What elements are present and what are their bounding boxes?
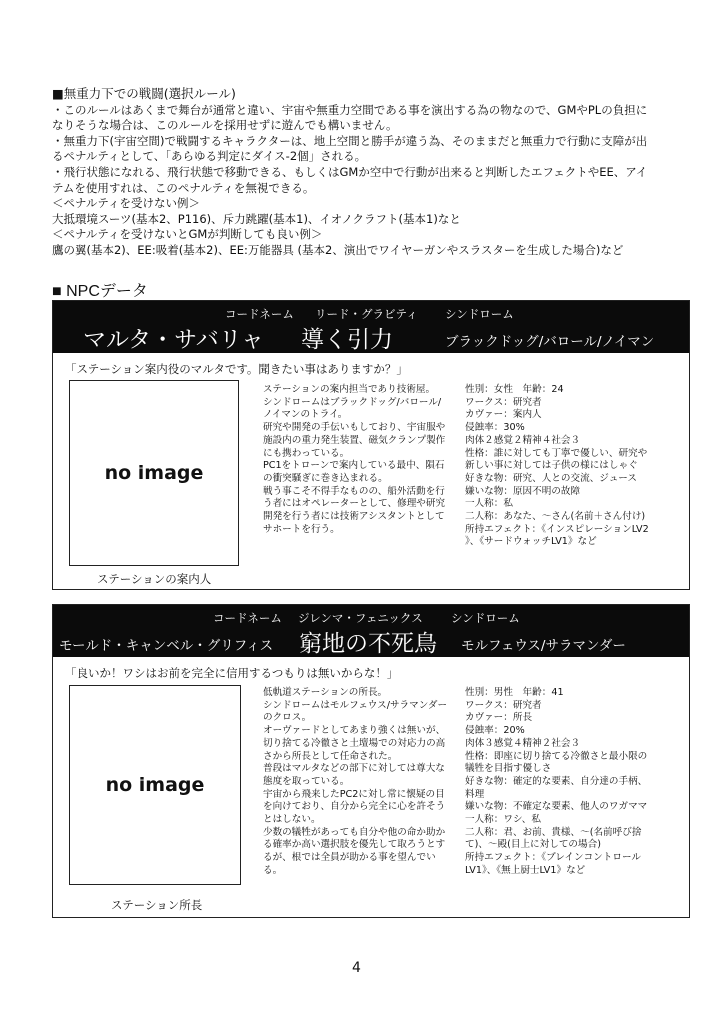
- npc-stats: [465, 384, 677, 549]
- desc-line: るが、根では全員が助かる事を望んでい: [263, 852, 436, 864]
- stat-line: 犠牲を目指す優しさ: [465, 763, 552, 775]
- stat-line: 肉体３感覚４精神２社会３: [465, 737, 581, 749]
- codename-label: コードネーム: [213, 611, 282, 625]
- desc-line: 施設内の重力発生装置、磁気クランプ製作: [263, 434, 446, 446]
- stat-line: 所持エフェクト：《ブレインコントロール: [465, 852, 641, 864]
- rules-line: テムを使用すれは、このペナルティを無視できる。: [52, 180, 315, 195]
- stat-line: 所持エフェクト：《インスピレーションLV2: [465, 523, 649, 535]
- stat-line: カヴァー：案内人: [465, 409, 542, 421]
- desc-line: る。: [263, 864, 283, 876]
- codename-label: コードネーム: [225, 307, 294, 321]
- desc-line: シンドロームはモルフェウス/サラマンダー: [263, 699, 448, 711]
- desc-line: 少数の犠牲があっても自分や他の命か助か: [263, 826, 446, 838]
- npc-caption: ステーションの案内人: [97, 572, 212, 586]
- npc-syndrome: ブラックドッグ/バロール/ノイマン: [445, 334, 655, 350]
- rules-line: 大抵環境スーツ(基本2、P116)、斥力跳躍(基本1)、イオノクラフト(基本1)なと: [52, 211, 461, 226]
- codename-ruby: リード・グラビティ: [315, 307, 418, 321]
- desc-line: サホートを行う。: [263, 523, 340, 535]
- stat-line: 嫌いな物：不確定な要素、他人のワガママ: [465, 801, 648, 813]
- stat-line: 好きな物：確定的な要素、自分達の手柄、: [465, 775, 648, 787]
- desc-line: 宇宙から飛来したPC2に対し常に懐疑の目: [263, 788, 445, 800]
- npc-portrait-placeholder: [69, 380, 239, 566]
- desc-line: の衝突騒ぎに巻き込まれる。: [263, 472, 388, 484]
- desc-line: 切り捨てる冷徹さと土壇場での対応力の高: [263, 737, 446, 749]
- desc-line: る確率か高い選択肢を優先して取ろうとす: [263, 839, 446, 851]
- desc-line: ノイマンのトライ。: [263, 409, 348, 421]
- npc-name: モールド・キャンベル・グリフィス: [59, 638, 274, 654]
- stat-line: 肉体２感覚２精神４社会３: [465, 434, 581, 446]
- desc-line: シンドロームはブラックドッグ/バロール/: [263, 396, 442, 408]
- stat-line: 二人称：君、お前、貴様、～(名前呼び捨: [465, 826, 642, 838]
- stat-line: て)、～殿(目上に対しての場合): [465, 839, 601, 851]
- npc-caption: ステーション所長: [111, 898, 203, 912]
- no-image-text: no image: [105, 774, 205, 796]
- desc-line: さから所長として任命された。: [263, 750, 398, 762]
- stat-line: ワークス：研究者: [465, 699, 542, 711]
- stat-line: LV1》、《無上厨士LV1》など: [465, 864, 586, 876]
- npc-card-marta: [52, 300, 690, 590]
- npc-syndrome: モルフェウス/サラマンダー: [461, 638, 626, 654]
- desc-line: 戦う事こそ不得手なものの、船外活動を行: [263, 485, 445, 497]
- stat-line: カヴァー：所長: [465, 712, 533, 724]
- stat-line: 嫌いな物：原因不明の故障: [465, 485, 581, 497]
- npc-description: [263, 687, 453, 878]
- stat-line: 性格：誰に対しても丁寧で優しい、研究や: [465, 447, 648, 459]
- desc-line: 開発を行う者には技術アシスタントとして: [263, 511, 445, 523]
- stat-line: 料理: [465, 788, 485, 800]
- desc-line: を向けており、自分から完全に心を許そう: [263, 801, 446, 813]
- desc-line: 態度を取っている。: [263, 775, 350, 787]
- rules-section: [52, 86, 688, 259]
- stat-line: 一人称：私: [465, 498, 513, 510]
- stat-line: 好きな物：研究、人との交流、ジュース: [465, 472, 638, 484]
- desc-line: う者にはオペレーターとして、修理や研究: [263, 498, 446, 510]
- syndrome-label: シンドローム: [451, 611, 520, 625]
- desc-line: ステーションの案内担当であり技術屋。: [263, 384, 436, 395]
- npc-header: [53, 605, 689, 657]
- stat-line: 》、《サードウォッチLV1》など: [465, 536, 597, 548]
- rules-line: なりそうな場合は、このルールを採用せずに遊んでも構いません。: [52, 118, 398, 133]
- npc-quote: 「良いか！ワシはお前を完全に信用するつもりは無いからな！」: [65, 666, 399, 680]
- rules-line: ・無重力下(宇宙空間)で戦闘するキャラクターは、地上空間と勝手が違う為、そのままだと無重力で行動に支障が出: [52, 133, 648, 148]
- npc-quote: 「ステーション案内役のマルタです。聞きたい事はありますか？」: [65, 362, 408, 376]
- stat-line: 侵蝕率：20%: [465, 725, 525, 737]
- npc-card-mold: [52, 604, 690, 918]
- desc-line: 普段はマルタなどの部下に対しては尊大な: [263, 763, 445, 775]
- rules-line: ・このルールはあくまで舞台が通常と違い、宇宙や無重力空間である事を演出する為の物なので、GMやPLの負担に: [52, 102, 648, 117]
- rules-line: ＜ペナルティを受けないとGMが判断しても良い例＞: [52, 227, 323, 242]
- desc-line: 研究や開発の手伝いもしており、宇宙服や: [263, 422, 446, 434]
- rules-title: ■無重力下での戦闘(選択ルール): [52, 86, 236, 101]
- npc-name: マルタ・サバリャ: [83, 327, 265, 353]
- rules-line: ＜ペナルティを受けない例＞: [52, 196, 201, 211]
- rules-line: るペナルティとして、「あらゆる判定にダイス-2個」される。: [52, 149, 367, 164]
- npc-header: [53, 301, 689, 353]
- desc-line: オーヴァードとしてあまり強くは無いが、: [263, 725, 446, 737]
- no-image-text: no image: [104, 462, 204, 484]
- stat-line: 二人称：あなた、～さん(名前＋さん付け): [465, 511, 646, 523]
- stat-line: ワークス：研究者: [465, 396, 542, 408]
- syndrome-label: シンドローム: [445, 307, 514, 321]
- npc-codename: 窮地の不死鳥: [299, 631, 437, 657]
- rules-line: 鷹の翼(基本2)、EE:吸着(基本2)、EE:万能器具 (基本2、演出でワイヤーガンやスラスターを生成した場合)など: [52, 242, 624, 257]
- npc-stats: [465, 687, 677, 878]
- desc-line: 低軌道ステーションの所長。: [263, 687, 388, 698]
- desc-line: にも携わっている。: [263, 447, 350, 459]
- stat-line: 新しい事に対しては子供の様にはしゃぐ: [465, 460, 638, 472]
- stat-line: 一人称：ワシ、私: [465, 814, 541, 826]
- desc-line: PC1をトローンで案内している最中、隕石: [263, 460, 445, 472]
- desc-line: とはしない。: [263, 814, 321, 826]
- npc-portrait-placeholder: [69, 685, 241, 885]
- desc-line: のクロス。: [263, 712, 312, 724]
- stat-line: 性別：女性 年齢：24: [465, 384, 564, 395]
- rules-line: ・飛行状態になれる、飛行状態で移動できる、もしくはGMか空中で行動が出来ると判断したエフェクトやEE、アイ: [52, 164, 648, 179]
- page-number: 4: [352, 960, 361, 976]
- stat-line: 性格：即座に切り捨てる冷徹さと最小限の: [465, 750, 648, 762]
- stat-line: 侵蝕率：30%: [465, 422, 525, 434]
- npc-description: [263, 384, 453, 536]
- codename-ruby: ジレンマ・フェニックス: [298, 611, 423, 625]
- npc-codename: 導く引力: [301, 327, 393, 353]
- npc-heading: ■ NPCデータ: [52, 283, 148, 300]
- stat-line: 性別：男性 年齢：41: [465, 687, 564, 698]
